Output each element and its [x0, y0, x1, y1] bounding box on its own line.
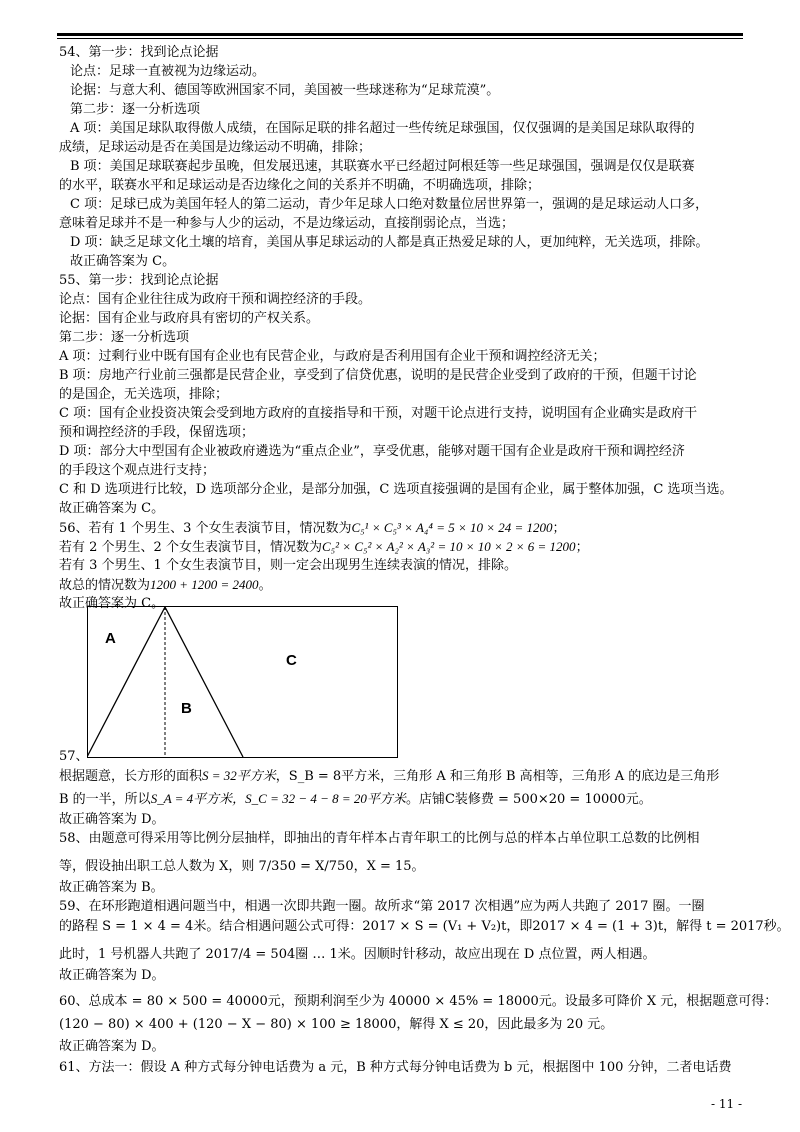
line-text: B 的一半，所以	[59, 792, 151, 807]
line-text: 等，假设抽出职工总人数为 X，则 7/350 = X/750，X = 15。	[59, 859, 425, 874]
line-text: 若有 3 个男生、1 个女生表演节目，则一定会出现男生连续表演的情况，排除。	[59, 558, 517, 573]
line-text: 的路程 S = 1 × 4 = 4米。结合相遇问题公式可得：2017 × S = (V₁ + V₂)t，即2017 × 4 = (1 + 3)t，解得 t = 2017秒。	[59, 919, 790, 934]
line-text: 故正确答案为 B。	[59, 880, 164, 895]
text-line	[59, 557, 517, 575]
line-text: 故正确答案为 D。	[59, 1039, 165, 1054]
math-expression: S = 32平方米	[202, 768, 276, 783]
text-line	[59, 215, 514, 233]
line-text: 故正确答案为 C。	[59, 501, 165, 516]
line-text: 论点：国有企业往往成为政府干预和调控经济的手段。	[59, 292, 372, 307]
line-text: 的手段这个观点进行支持；	[59, 463, 216, 478]
text-line	[59, 348, 606, 366]
line-text: 故正确答案为 D。	[59, 968, 165, 983]
text-line	[59, 367, 697, 385]
region-label-b: B	[181, 700, 192, 717]
line-text: 56、若有 1 个男生、3 个女生表演节目，情况数为	[59, 521, 352, 536]
text-line	[59, 1038, 165, 1056]
header-rule-thin	[57, 38, 743, 39]
line-tail: ；	[552, 521, 566, 536]
line-text: 根据题意，长方形的面积	[59, 769, 203, 784]
line-text: B 项：美国足球联赛起步虽晚，但发展迅速，其联赛水平已经超过阿根廷等一些足球强国，强调是仅仅是联赛	[70, 159, 695, 174]
line-text: 成绩，足球运动是否在美国是边缘运动不明确，排除；	[59, 140, 372, 155]
text-line	[59, 918, 790, 936]
header-rule-thick	[57, 33, 743, 36]
text-line	[59, 538, 589, 557]
text-line	[59, 767, 719, 786]
line-text: 论点：足球一直被视为边缘运动。	[70, 64, 266, 79]
math-expression: C₅² × C₅² × A₂² × A₃² = 10 × 10 × 2 × 6 = 1200	[321, 539, 576, 554]
text-line	[70, 158, 695, 176]
text-line	[59, 481, 732, 499]
math-expression: C₅¹ × C₅³ × A₄⁴ = 5 × 10 × 24 = 1200	[351, 520, 553, 535]
text-line	[59, 1016, 613, 1034]
text-line	[59, 898, 705, 916]
region-label-a: A	[105, 630, 116, 647]
text-line	[70, 196, 708, 214]
line-text: 论据：国有企业与政府具有密切的产权关系。	[59, 311, 320, 326]
line-text: D 项：部分大中型国有企业被政府遴选为“重点企业”，享受优惠，能够对题干国有企业是政府干预和调控经济	[59, 444, 685, 459]
line-text: A 项：美国足球队取得傲人成绩，在国际足联的排名超过一些传统足球强国，仅仅强调的是美国足球队取得的	[70, 121, 695, 136]
text-line	[59, 272, 219, 290]
text-line	[59, 830, 700, 848]
text-line	[59, 879, 164, 897]
line-text: 故总的情况数为	[59, 578, 151, 593]
rectangle-triangle-figure	[87, 606, 398, 758]
line-text: A 项：过剩行业中既有国有企业也有民营企业，与政府是否利用国有企业干预和调控经济无关；	[59, 349, 606, 364]
text-line	[59, 310, 319, 328]
line-text: D 项：缺乏足球文化土壤的培育，美国从事足球运动的人都是真正热爱足球的人，更加纯粹，无关选项，排除。	[70, 235, 709, 250]
line-text: 55、第一步：找到论点论据	[59, 273, 219, 288]
line-text: B 项：房地产行业前三强都是民营企业，享受到了信贷优惠，说明的是民营企业受到了政府的干预，但题干讨论	[59, 368, 697, 383]
line-text: 论据：与意大利、德国等欧洲国家不同，美国被一些球迷称为“足球荒漠”。	[70, 83, 500, 98]
text-line	[59, 858, 425, 876]
line-text: 故正确答案为 D。	[59, 812, 165, 827]
text-line	[59, 1059, 732, 1077]
line-tail: 。店铺C装修费 = 500×20 = 10000元。	[405, 792, 652, 807]
line-text: 54、第一步：找到论点论据	[59, 45, 219, 60]
triangle-left-edge	[87, 607, 165, 757]
line-text: 57、	[59, 749, 89, 764]
line-text: 61、方法一：假设 A 种方式每分钟电话费为 a 元，B 种方式每分钟电话费为 b 元，根据图中 100 分钟，二者电话费	[59, 1060, 732, 1075]
line-text: 意味着足球并不是一种参与人少的运动，不是边缘运动，直接削弱论点，当选；	[59, 216, 515, 231]
text-line	[59, 519, 566, 538]
text-line	[70, 234, 709, 252]
line-text: 此时，1 号机器人共跑了 2017/4 = 504圈 … 1米。因顺时针移动，故应出现在 D 点位置，两人相遇。	[59, 947, 656, 962]
line-text: 预和调控经济的手段，保留选项；	[59, 425, 255, 440]
text-line	[59, 443, 685, 461]
line-tail: ；	[575, 540, 589, 555]
text-line	[59, 405, 697, 423]
line-text: 58、由题意可得采用等比例分层抽样，即抽出的青年样本占青年职工的比例与总的样本占单位职工总数的比例相	[59, 831, 700, 846]
text-line	[59, 748, 89, 766]
line-text: 故正确答案为 C。	[59, 596, 165, 611]
text-line	[59, 424, 254, 442]
line-text: (120 − 80) × 400 + (120 − X − 80) × 100 ≥ 18000，解得 X ≤ 20，因此最多为 20 元。	[59, 1017, 614, 1032]
text-line	[59, 462, 215, 480]
text-line	[59, 386, 228, 404]
text-line	[59, 177, 540, 195]
triangle-right-edge	[165, 607, 243, 757]
line-text: C 项：足球已成为美国年轻人的第二运动，青少年足球人口绝对数量位居世界第一，强调的是足球运动人口多，	[70, 197, 709, 212]
line-text: 第二步：逐一分析选项	[59, 330, 190, 345]
text-line	[70, 101, 200, 119]
line-text: C 和 D 选项进行比较，D 选项部分企业，是部分加强，C 选项直接强调的是国有企业，属于整体加强，C 选项当选。	[59, 482, 733, 497]
text-line	[59, 139, 371, 157]
line-text: 故正确答案为 C。	[70, 254, 176, 269]
text-line	[70, 63, 265, 81]
math-expression: 1200 + 1200 = 2400	[150, 577, 259, 592]
text-line	[59, 946, 655, 964]
text-line	[70, 82, 499, 100]
line-text: 的是国企，无关选项，排除；	[59, 387, 229, 402]
text-line	[59, 967, 165, 985]
line-text: 若有 2 个男生、2 个女生表演节目，情况数为	[59, 540, 322, 555]
line-text: C 项：国有企业投资决策会受到地方政府的直接指导和干预，对题干论点进行支持，说明国有企业确实是政府干	[59, 406, 698, 421]
figure-rectangle	[88, 607, 398, 758]
text-line	[70, 120, 695, 138]
math-expression: S_A = 4平方米，S_C = 32 − 4 − 8 = 20平方米	[150, 791, 406, 806]
text-line	[59, 44, 219, 62]
text-line	[59, 790, 652, 809]
text-line	[59, 993, 777, 1011]
line-tail: 。	[258, 578, 272, 593]
line-text: 60、总成本 = 80 × 500 = 40000元，预期利润至少为 40000 × 45% = 18000元。设最多可降价 X 元，根据题意可得：	[59, 994, 778, 1009]
region-label-c: C	[286, 652, 297, 669]
page-number: - 11 -	[710, 1097, 742, 1111]
text-line	[59, 811, 165, 829]
text-line	[70, 253, 175, 271]
text-line	[59, 329, 189, 347]
text-line	[59, 500, 164, 518]
line-text: 第二步：逐一分析选项	[70, 102, 201, 117]
line-text: 59、在环形跑道相遇问题当中，相遇一次即共跑一圈。故所求“第 2017 次相遇”应为两人共跑了 2017 圈。一圈	[59, 899, 705, 914]
text-line	[59, 291, 371, 309]
line-tail: ，S_B = 8平方米，三角形 A 和三角形 B 高相等，三角形 A 的底边是三角形	[275, 769, 720, 784]
text-line	[59, 576, 272, 595]
line-text: 的水平，联赛水平和足球运动是否边缘化之间的关系并不明确，不明确选项，排除；	[59, 178, 541, 193]
